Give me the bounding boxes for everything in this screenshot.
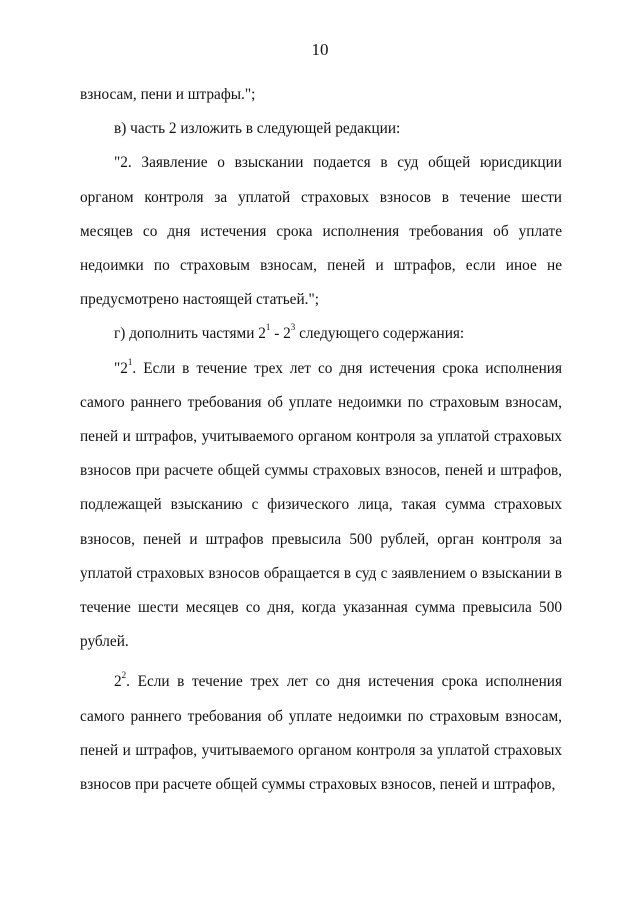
page-number: 10	[311, 40, 329, 59]
item-g-superscript-2: 3	[290, 322, 296, 333]
part-2-1-text: . Если в течение трех лет со дня истечения срока исполнения самого раннего требования об уплате недоимки по страховым взносам, пеней и штрафов, учитываемого органом контроля за уплатой страховых взносов при расчете общей суммы страховых взносов, пеней и штрафов, подлежащей взысканию с физического лица, такая сумма страховых взносов, пеней и штрафов превысила 500 рублей, орган контроля за уплатой страховых взносов обращается в суд с заявлением о взыскании в течение шести месяцев со дня, когда указанная сумма превысила 500 рублей.	[80, 359, 562, 651]
part-2-1-superscript: 1	[127, 356, 133, 367]
item-g-text-middle: - 2	[270, 325, 291, 343]
item-g-superscript-1: 1	[265, 322, 271, 333]
paragraph-item-g	[80, 317, 562, 351]
part-2-2-number: 2	[114, 673, 122, 691]
paragraph-continuation: взносам, пени и штрафы.";	[80, 86, 256, 103]
paragraph-part-2-2	[80, 665, 562, 802]
paragraph-item-v: в) часть 2 изложить в следующей редакции:	[114, 120, 401, 138]
part-2-1-number: "2	[114, 359, 128, 377]
paragraph-part-2-text: "2. Заявление о взыскании подается в суд общей юрисдикции органом контроля за уплатой страховых взносов в течение шести месяцев со дня истечения срока исполнения требования об уплате недоимки по страховым взносам, пеней и штрафов, если иное не предусмотрено настоящей статьей.";	[80, 154, 562, 309]
part-2-2-superscript: 2	[121, 670, 127, 681]
item-g-text-before: г) дополнить частями 2	[114, 325, 266, 343]
paragraph-part-2-1	[80, 352, 562, 660]
document-body	[80, 78, 562, 802]
item-g-text-after: следующего содержания:	[295, 325, 465, 343]
part-2-2-text: . Если в течение трех лет со дня истечения срока исполнения самого раннего требования об уплате недоимки по страховым взносам, пеней и штрафов, учитываемого органом контроля за уплатой страховых взносов при расчете общей суммы страховых взносов, пеней и штрафов,	[80, 673, 562, 794]
